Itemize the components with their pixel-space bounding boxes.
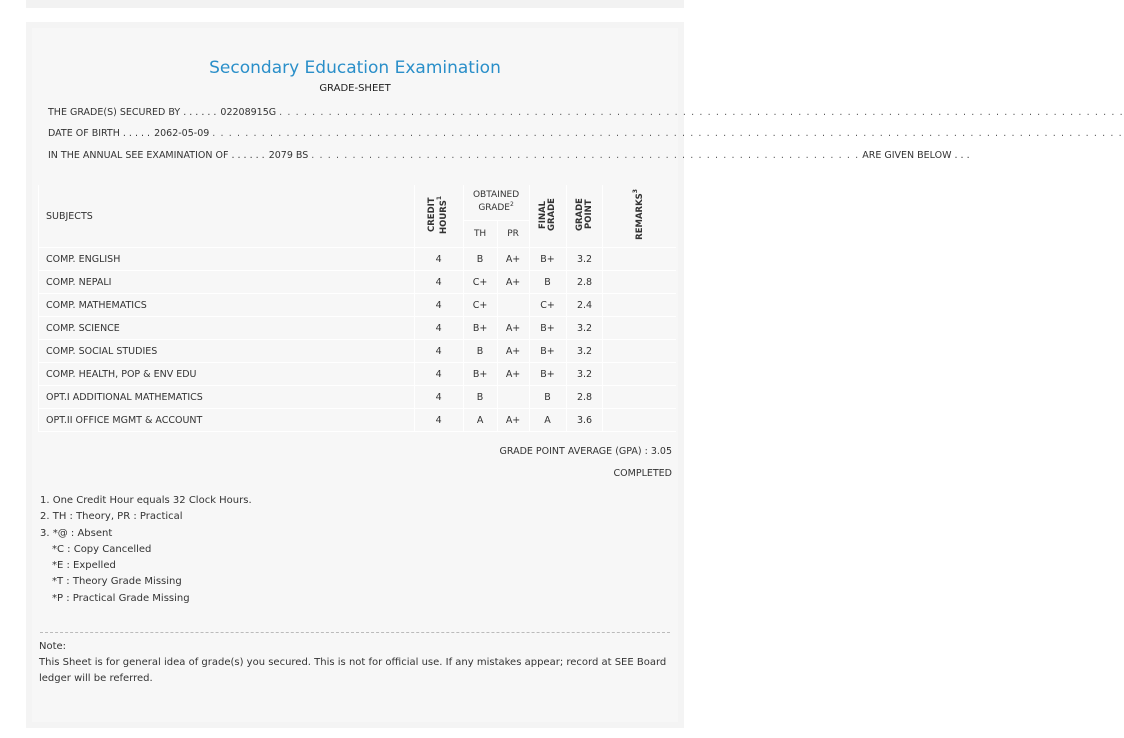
remarks-cell <box>603 363 676 386</box>
subject-cell: OPT.I ADDITIONAL MATHEMATICS <box>39 386 415 409</box>
subject-cell: COMP. ENGLISH <box>39 248 415 271</box>
pr-cell <box>497 294 529 317</box>
credit-cell: 4 <box>414 317 463 340</box>
gp-cell: 3.6 <box>566 409 603 432</box>
gp-cell: 3.2 <box>566 340 603 363</box>
final-cell: B <box>529 271 566 294</box>
gp-cell: 2.4 <box>566 294 603 317</box>
note-text: This Sheet is for general idea of grade(s) you secured. This is not for official use. If any mistakes appear; record at SEE Board ledger will be referred. <box>39 657 667 684</box>
dashed-divider <box>40 632 670 633</box>
legend-item: 2. TH : Theory, PR : Practical <box>40 511 183 523</box>
credit-cell: 4 <box>414 340 463 363</box>
pr-cell: A+ <box>497 248 529 271</box>
header-subjects: SUBJECTS <box>39 185 415 248</box>
gpa-value: 3.05 <box>650 446 672 457</box>
table-row <box>39 386 677 409</box>
th-cell: B+ <box>463 363 497 386</box>
dob-label: DATE OF BIRTH . . . . . <box>48 128 151 139</box>
header-obtained-grade: OBTAINED GRADE$^2$ <box>463 185 529 220</box>
exam-year: 2079 BS <box>268 150 309 161</box>
credit-cell: 4 <box>414 248 463 271</box>
th-cell: B+ <box>463 317 497 340</box>
dot-leader: . . . . . . . . . . . . . . . . . . . . . . . . . . . . . . . . . . . . . . . . . . . . . . . . . . . . . . . . . . . . . . . . . . . . . . . . . . . . . . . . . . . . . . . . . . . . . . . . . . . . . . . . . . . . . . . <box>212 128 1123 139</box>
pr-cell: A+ <box>497 271 529 294</box>
final-cell: A <box>529 409 566 432</box>
gp-cell: 3.2 <box>566 248 603 271</box>
secured-label: THE GRADE(S) SECURED BY . . . . . . <box>48 107 217 118</box>
final-cell: B <box>529 386 566 409</box>
gp-cell: 3.2 <box>566 317 603 340</box>
sheet-subtitle: GRADE-SHEET <box>319 83 391 94</box>
table-row <box>39 248 677 271</box>
gp-cell: 2.8 <box>566 271 603 294</box>
top-strip <box>26 0 684 8</box>
subject-cell: COMP. SCIENCE <box>39 317 415 340</box>
table-row <box>39 317 677 340</box>
dot-leader: . . . . . . . . . . . . . . . . . . . . . . . . . . . . . . . . . . . . . . . . . . . . . . . . . . . . . . . . . . . . . . . . . . . . . . . . . . . . . . . . . . . . . . . . . . . . . . . . . . . . . . . <box>279 107 1124 118</box>
header-th: TH <box>463 220 497 247</box>
result-status: COMPLETED <box>613 468 672 479</box>
exam-line <box>48 150 970 161</box>
legend-item: *P : Practical Grade Missing <box>52 592 190 604</box>
table-row <box>39 294 677 317</box>
remarks-cell <box>603 248 676 271</box>
gpa-line <box>500 446 672 457</box>
th-cell: C+ <box>463 294 497 317</box>
th-cell: A <box>463 409 497 432</box>
header-remarks: REMARKS$^3$ <box>603 185 676 248</box>
table-row <box>39 340 677 363</box>
credit-cell: 4 <box>414 409 463 432</box>
secured-by-line <box>48 107 1124 118</box>
legend-item: *E : Expelled <box>52 560 116 572</box>
grades-table <box>38 185 676 432</box>
exam-title: Secondary Education Examination <box>209 58 501 78</box>
exam-label: IN THE ANNUAL SEE EXAMINATION OF . . . . . . <box>48 150 265 161</box>
subject-cell: COMP. MATHEMATICS <box>39 294 415 317</box>
final-cell: B+ <box>529 317 566 340</box>
credit-cell: 4 <box>414 386 463 409</box>
gp-cell: 2.8 <box>566 386 603 409</box>
pr-cell: A+ <box>497 409 529 432</box>
grade-sheet-inner <box>32 28 1124 722</box>
symbol-number: 02208915G <box>220 107 277 118</box>
subject-cell: COMP. HEALTH, POP & ENV EDU <box>39 363 415 386</box>
remarks-cell <box>603 409 676 432</box>
legend-item: 3. *@ : Absent <box>40 527 113 539</box>
credit-cell: 4 <box>414 271 463 294</box>
grade-sheet-panel <box>26 22 1124 728</box>
legend-item: *C : Copy Cancelled <box>52 543 152 555</box>
final-cell: B+ <box>529 363 566 386</box>
remarks-cell <box>603 317 676 340</box>
final-cell: C+ <box>529 294 566 317</box>
table-row <box>39 363 677 386</box>
dob-line <box>48 128 1123 139</box>
credit-cell: 4 <box>414 363 463 386</box>
header-grade-point: GRADE POINT <box>566 185 603 248</box>
dob-value: 2062-05-09 <box>154 128 210 139</box>
gpa-label: GRADE POINT AVERAGE (GPA) : <box>499 446 648 457</box>
th-cell: B <box>463 248 497 271</box>
legend-item: *T : Theory Grade Missing <box>52 576 182 588</box>
header-pr: PR <box>497 220 529 247</box>
table-row <box>39 271 677 294</box>
credit-cell: 4 <box>414 294 463 317</box>
legend-item: 1. One Credit Hour equals 32 Clock Hours. <box>40 495 252 506</box>
subject-cell: COMP. SOCIAL STUDIES <box>39 340 415 363</box>
table-row <box>39 409 677 432</box>
exam-tail: ARE GIVEN BELOW . . . <box>862 150 970 161</box>
final-cell: B+ <box>529 340 566 363</box>
th-cell: B <box>463 340 497 363</box>
remarks-cell <box>603 340 676 363</box>
header-final-grade: FINAL GRADE <box>529 185 566 248</box>
pr-cell: A+ <box>497 317 529 340</box>
dot-leader: . . . . . . . . . . . . . . . . . . . . . . . . . . . . . . . . . . . . . . . . . . . . . . . . . . . . . . . . . . . . . . . . . . . <box>311 150 860 161</box>
remarks-cell <box>603 294 676 317</box>
pr-cell: A+ <box>497 340 529 363</box>
remarks-cell <box>603 271 676 294</box>
gp-cell: 3.2 <box>566 363 603 386</box>
pr-cell <box>497 386 529 409</box>
th-cell: B <box>463 386 497 409</box>
remarks-cell <box>603 386 676 409</box>
final-cell: B+ <box>529 248 566 271</box>
legend-list <box>40 493 252 607</box>
subject-cell: COMP. NEPALI <box>39 271 415 294</box>
th-cell: C+ <box>463 271 497 294</box>
subject-cell: OPT.II OFFICE MGMT & ACCOUNT <box>39 409 415 432</box>
header-credit-hours: CREDIT HOURS$^1$ <box>414 185 463 248</box>
note-block <box>39 639 669 687</box>
note-label: Note: <box>39 641 67 652</box>
pr-cell: A+ <box>497 363 529 386</box>
